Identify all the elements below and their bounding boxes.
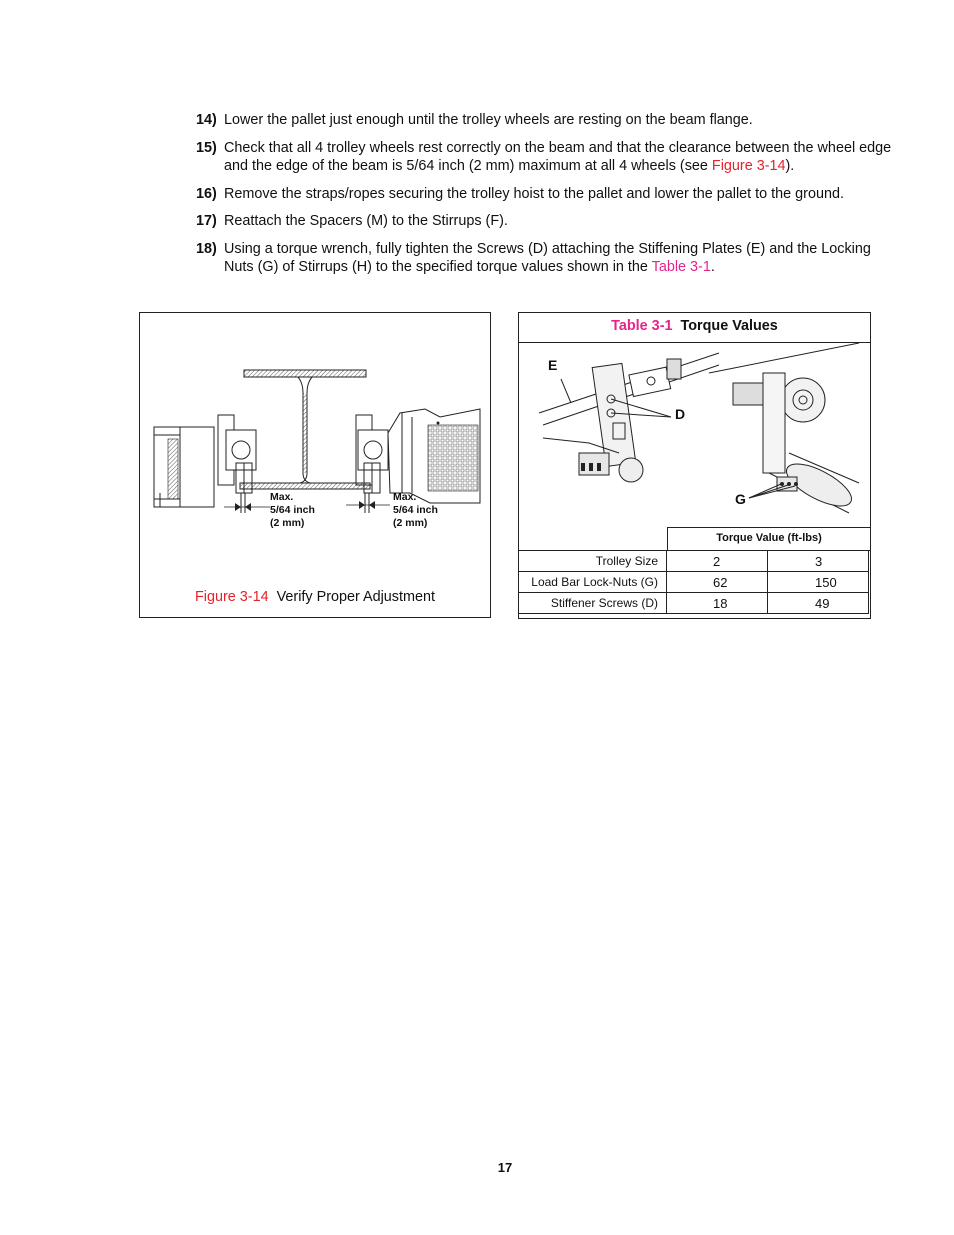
step-number: 15): [196, 139, 217, 156]
table-row: [519, 593, 869, 614]
left-clearance-label: Max. 5/64 inch (2 mm): [270, 491, 315, 529]
step-17: [196, 212, 896, 231]
step-18: [196, 240, 896, 277]
cell-value: 62: [667, 572, 768, 593]
step-number: 17): [196, 213, 217, 229]
trolley-parts-drawing: [519, 343, 870, 528]
figure-number: Figure 3-14: [195, 589, 269, 605]
label-e: E: [548, 357, 558, 373]
cell-value: 18: [667, 593, 768, 614]
cell-value: 150: [768, 572, 869, 593]
label-d: D: [675, 406, 686, 422]
step-text: Check that all 4 trolley wheels rest correctly on the beam and that the clearance between the wheel edge and the edge of the beam is 5/64 inch (2 mm) maximum at all 4 wheels (see Figure 3-14).: [224, 139, 892, 174]
step-16: [196, 185, 896, 204]
row-label: Stiffener Screws (D): [519, 593, 667, 614]
step-text: Reattach the Spacers (M) to the Stirrups (F).: [224, 213, 508, 229]
step-text: Using a torque wrench, fully tighten the Screws (D) attaching the Stiffening Plates (E) and the Locking Nuts (G) of Stirrups (H) to the specified torque values shown in the Table 3-1.: [224, 240, 871, 275]
row-label: Trolley Size: [519, 551, 667, 572]
table-title-text: Torque Values: [680, 318, 778, 334]
step-14: [196, 111, 896, 130]
label-g: G: [735, 491, 746, 507]
figure-caption: [140, 589, 490, 605]
torque-value-header: Torque Value (ft-lbs): [667, 527, 870, 551]
right-clearance-label: Max. 5/64 inch (2 mm): [393, 491, 438, 529]
cell-value: 49: [768, 593, 869, 614]
table-title: [519, 313, 870, 343]
figure-title: Verify Proper Adjustment: [276, 589, 435, 605]
table-row: [519, 551, 869, 572]
table-link[interactable]: Table 3-1: [651, 259, 711, 275]
trolley-parts-illustration: [519, 343, 870, 528]
torque-table: [518, 550, 869, 614]
step-number: 14): [196, 112, 217, 128]
table-row: [519, 572, 869, 593]
table-3-1: [518, 312, 871, 619]
row-label: Load Bar Lock-Nuts (G): [519, 572, 667, 593]
table-number: Table 3-1: [611, 318, 673, 334]
step-text: Remove the straps/ropes securing the trolley hoist to the pallet and lower the pallet to the ground.: [224, 185, 844, 202]
cell-value: 2: [667, 551, 768, 572]
figure-link[interactable]: Figure 3-14: [711, 158, 786, 174]
cell-value: 3: [768, 551, 869, 572]
instruction-steps: [196, 111, 896, 286]
page-number: 17: [497, 1160, 513, 1175]
step-number: 16): [196, 185, 217, 202]
step-text: Lower the pallet just enough until the trolley wheels are resting on the beam flange.: [224, 112, 753, 128]
figure-3-14: [139, 312, 491, 618]
step-number: 18): [196, 240, 217, 257]
step-15: [196, 139, 896, 176]
